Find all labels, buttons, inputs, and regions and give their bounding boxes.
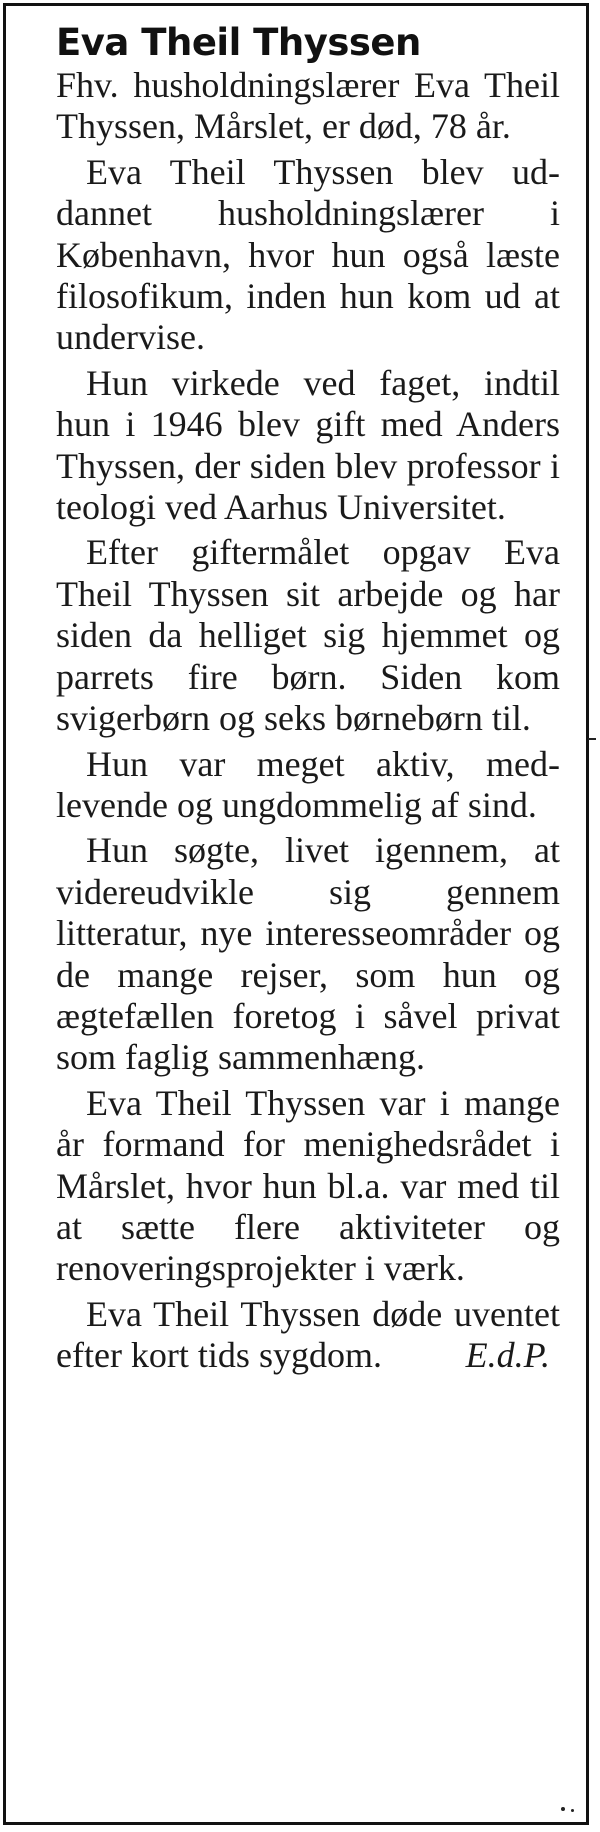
- author-signature: E.d.P.: [465, 1335, 550, 1376]
- article-paragraph: Eva Theil Thyssen var i mange år formand for menighedsrådet i Mårslet, hvor hun bl.a. var med til at sætte flere aktiviteter og renoveringsprojekter i værk.: [56, 1082, 560, 1289]
- obituary-clipping: [3, 3, 589, 1825]
- article-paragraph: Hun søgte, livet igennem, at videreudvikle sig gennem litteratur, nye interesseområder og de mange rejser, som hun og ægtefællen foretog i såvel privat som faglig sammenhæng.: [56, 830, 560, 1078]
- article-paragraph-text: Eva Theil Thyssen døde uventet efter kort tids sygdom.: [56, 1293, 560, 1376]
- article-paragraph: Efter giftermålet opgav Eva Theil Thyssen sit arbejde og har siden da helliget sig hjemmet og parrets fire børn. Siden kom svigerbørn og seks børnebørn til.: [56, 532, 560, 739]
- article-paragraph: Hun virkede ved faget, indtil hun i 1946 blev gift med Anders Thyssen, der siden blev professor i teologi ved Aarhus Universitet.: [56, 362, 560, 528]
- article-body: [56, 65, 560, 1377]
- article-headline: Eva Theil Thyssen: [56, 21, 421, 64]
- print-speck: [561, 1807, 565, 1811]
- article-paragraph: Eva Theil Thyssen blev uddannet husholdningslærer i København, hvor hun også læste filosofikum, inden hun kom ud at undervise.: [56, 151, 560, 358]
- article-paragraph: Hun var meget aktiv, medlevende og ungdommelig af sind.: [56, 743, 560, 825]
- print-speck: [571, 1809, 574, 1812]
- article-paragraph: Fhv. husholdningslærer Eva Theil Thyssen, Mårslet, er død, 78 år.: [56, 65, 560, 147]
- print-speck: [588, 738, 596, 740]
- article-paragraph-last: [56, 1294, 560, 1377]
